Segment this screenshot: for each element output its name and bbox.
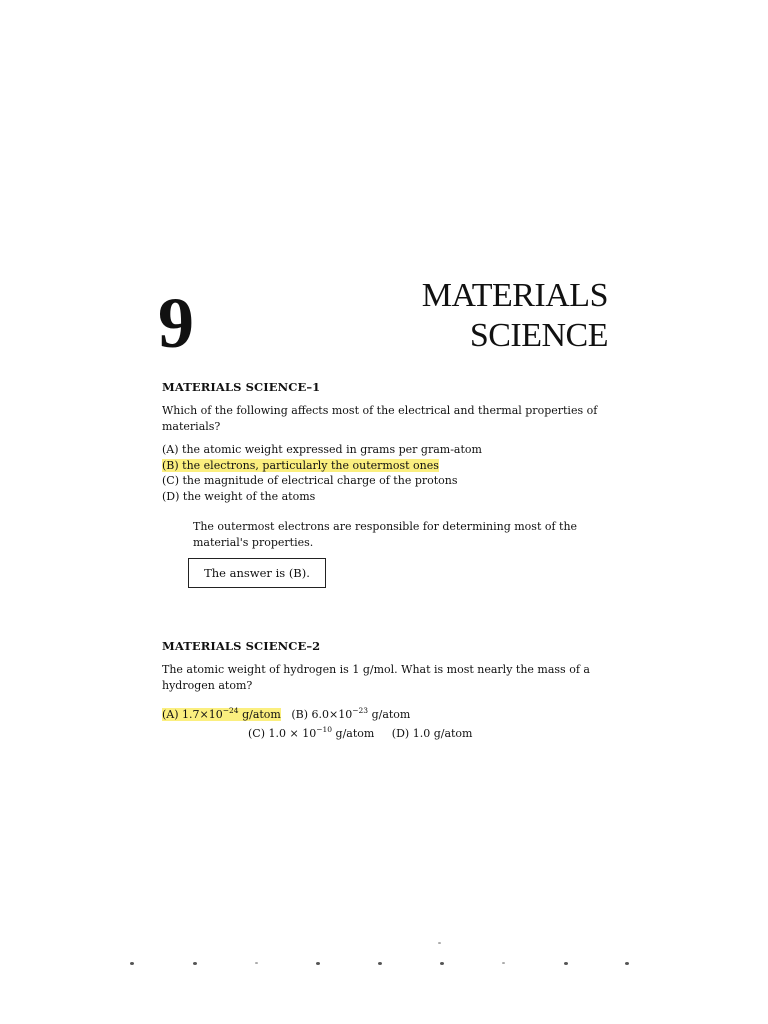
scan-speck: [625, 962, 629, 965]
scan-speck: [438, 942, 441, 944]
scan-speck: [316, 962, 320, 965]
problem-1-option-c: (C) the magnitude of electrical charge of the protons: [162, 474, 458, 487]
problem-2-question-line-1: The atomic weight of hydrogen is 1 g/mol. What is most nearly the mass of a: [162, 663, 590, 676]
scan-speck: [193, 962, 197, 965]
problem-1-answer-box: [188, 558, 326, 588]
chapter-title: [422, 276, 608, 356]
problem-2-options-row-2: [248, 726, 472, 742]
problem-1-question-line-2: materials?: [162, 420, 221, 433]
problem-2-options-row-1: [162, 707, 410, 723]
problem-2-option-d: (D) 1.0 g/atom: [391, 727, 473, 740]
problem-2-option-a: (A) $1.7\times 10^{-24}$ g/atom: [162, 706, 281, 721]
scan-speck: [130, 962, 134, 965]
problem-1-explanation-line-2: material's properties.: [193, 536, 314, 549]
problem-1-option-a: (A) the atomic weight expressed in grams per gram-atom: [162, 443, 482, 456]
scan-speck: [440, 962, 444, 965]
scan-speck: [378, 962, 382, 965]
problem-2-heading: MATERIALS SCIENCE–2: [162, 639, 321, 653]
problem-1-option-b: (B) the electrons, particularly the outermost ones: [162, 459, 439, 472]
problem-1-question-line-1: Which of the following affects most of the electrical and thermal properties of: [162, 404, 598, 417]
problem-2-option-b: (B) $6.0\times 10^{-23}$ g/atom: [291, 706, 411, 721]
problem-1-heading: MATERIALS SCIENCE–1: [162, 380, 321, 394]
chapter-title-line-2: SCIENCE: [469, 317, 608, 354]
scan-speck: [502, 962, 505, 964]
problem-1-answer: The answer is (B).: [204, 566, 310, 580]
problem-1-explanation-line-1: The outermost electrons are responsible for determining most of the: [193, 520, 578, 533]
problem-2-option-c: (C) $1.0 \times 10^{-10}$ g/atom: [248, 725, 375, 740]
problem-1-option-d: (D) the weight of the atoms: [162, 490, 316, 503]
scan-speck: [564, 962, 568, 965]
problem-1-option-b-row: [162, 458, 439, 474]
scan-speck: [255, 962, 258, 964]
chapter-number: 9: [158, 283, 194, 363]
chapter-title-line-1: MATERIALS: [421, 277, 608, 314]
problem-2-question-line-2: hydrogen atom?: [162, 679, 253, 692]
